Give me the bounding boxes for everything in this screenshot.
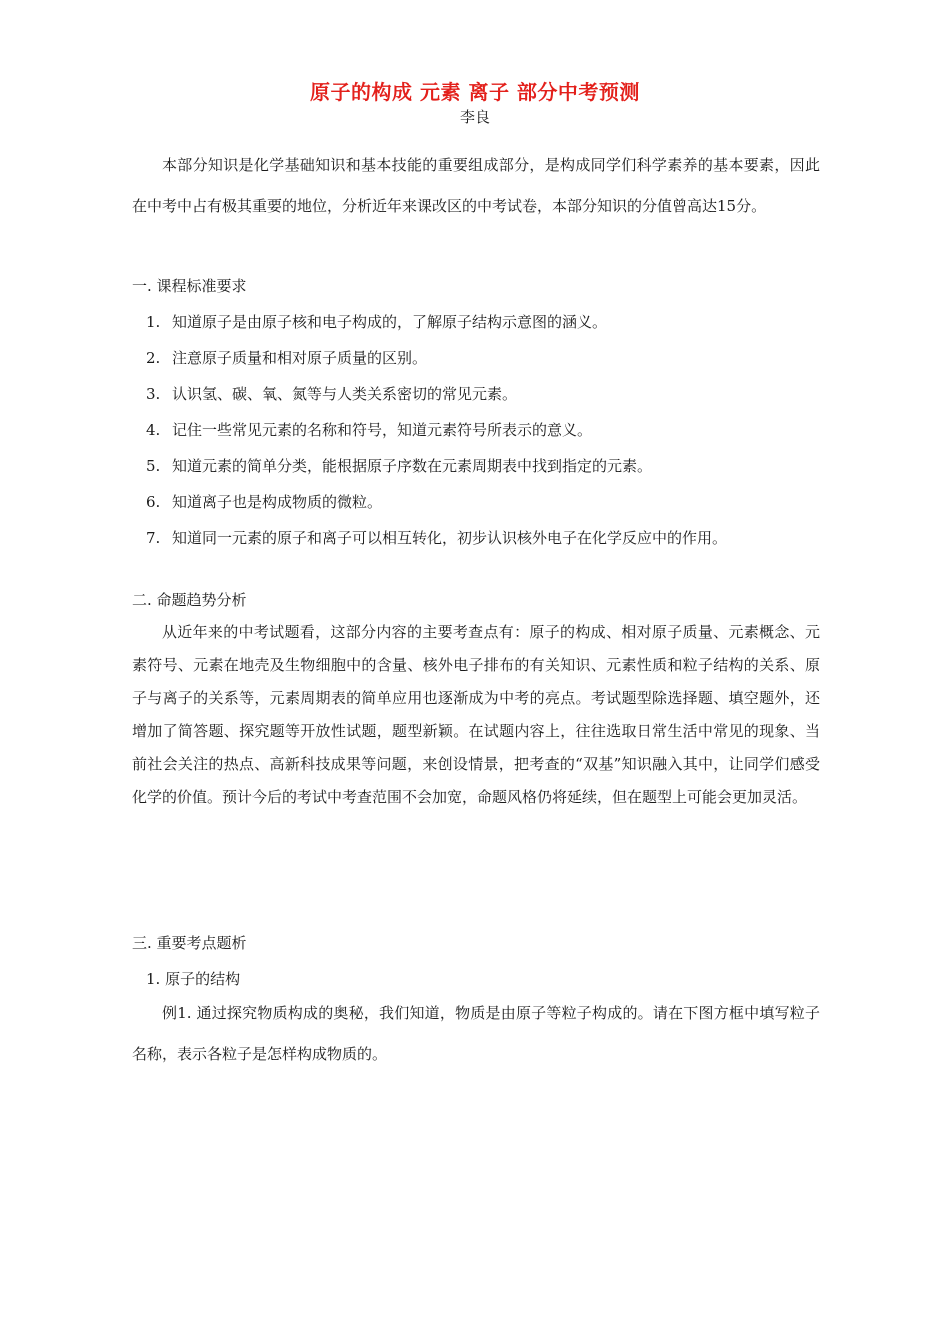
section3-heading: 三. 重要考点题析 <box>132 934 247 952</box>
list-item: 6. 知道离子也是构成物质的微粒。 <box>146 493 383 511</box>
list-item: 2. 注意原子质量和相对原子质量的区别。 <box>146 349 428 367</box>
intro-paragraph: 本部分知识是化学基础知识和基本技能的重要组成部分，是构成同学们科学素养的基本要素，因此在中考中占有极其重要的地位，分析近年来课改区的中考试卷，本部分知识的分值曾高达15分。 <box>132 156 820 215</box>
trend-paragraph: 从近年来的中考试题看，这部分内容的主要考查点有：原子的构成、相对原子质量、元素概念、元素符号、元素在地壳及生物细胞中的含量、核外电子排布的有关知识、元素性质和粒子结构的关系、原子与离子的关系等，元素周期表的简单应用也逐渐成为中考的亮点。考试题型除选择题、填空题外，还增加了简答题、探究题等开放性试题，题型新颖。在试题内容上，往往选取日常生活中常见的现象、当前社会关注的热点、高新科技成果等问题，来创设情景，把考查的“双基”知识融入其中，让同学们感受化学的价值。预计今后的考试中考查范围不会加宽，命题风格仍将延续，但在题型上可能会更加灵活。 <box>132 623 820 806</box>
section2-heading: 二. 命题趋势分析 <box>132 591 247 609</box>
standards-list <box>146 309 727 561</box>
document-author: 李良 <box>459 108 490 126</box>
document-title: 原子的构成 元素 离子 部分中考预测 <box>310 80 640 104</box>
list-item: 5. 知道元素的简单分类，能根据原子序数在元素周期表中找到指定的元素。 <box>146 457 653 475</box>
section1-heading: 一. 课程标准要求 <box>132 277 247 295</box>
list-item: 4. 记住一些常见元素的名称和符号，知道元素符号所表示的意义。 <box>146 421 593 439</box>
list-item: 3. 认识氢、碳、氧、氮等与人类关系密切的常见元素。 <box>146 385 518 403</box>
example-paragraph: 例1. 通过探究物质构成的奥秘，我们知道，物质是由原子等粒子构成的。请在下图方框中填写粒子名称，表示各粒子是怎样构成物质的。 <box>132 1004 820 1063</box>
list-item: 7. 知道同一元素的原子和离子可以相互转化，初步认识核外电子在化学反应中的作用。 <box>146 529 728 547</box>
section3-subheading: 1. 原子的结构 <box>146 970 241 988</box>
list-item: 1. 知道原子是由原子核和电子构成的，了解原子结构示意图的涵义。 <box>146 313 608 331</box>
